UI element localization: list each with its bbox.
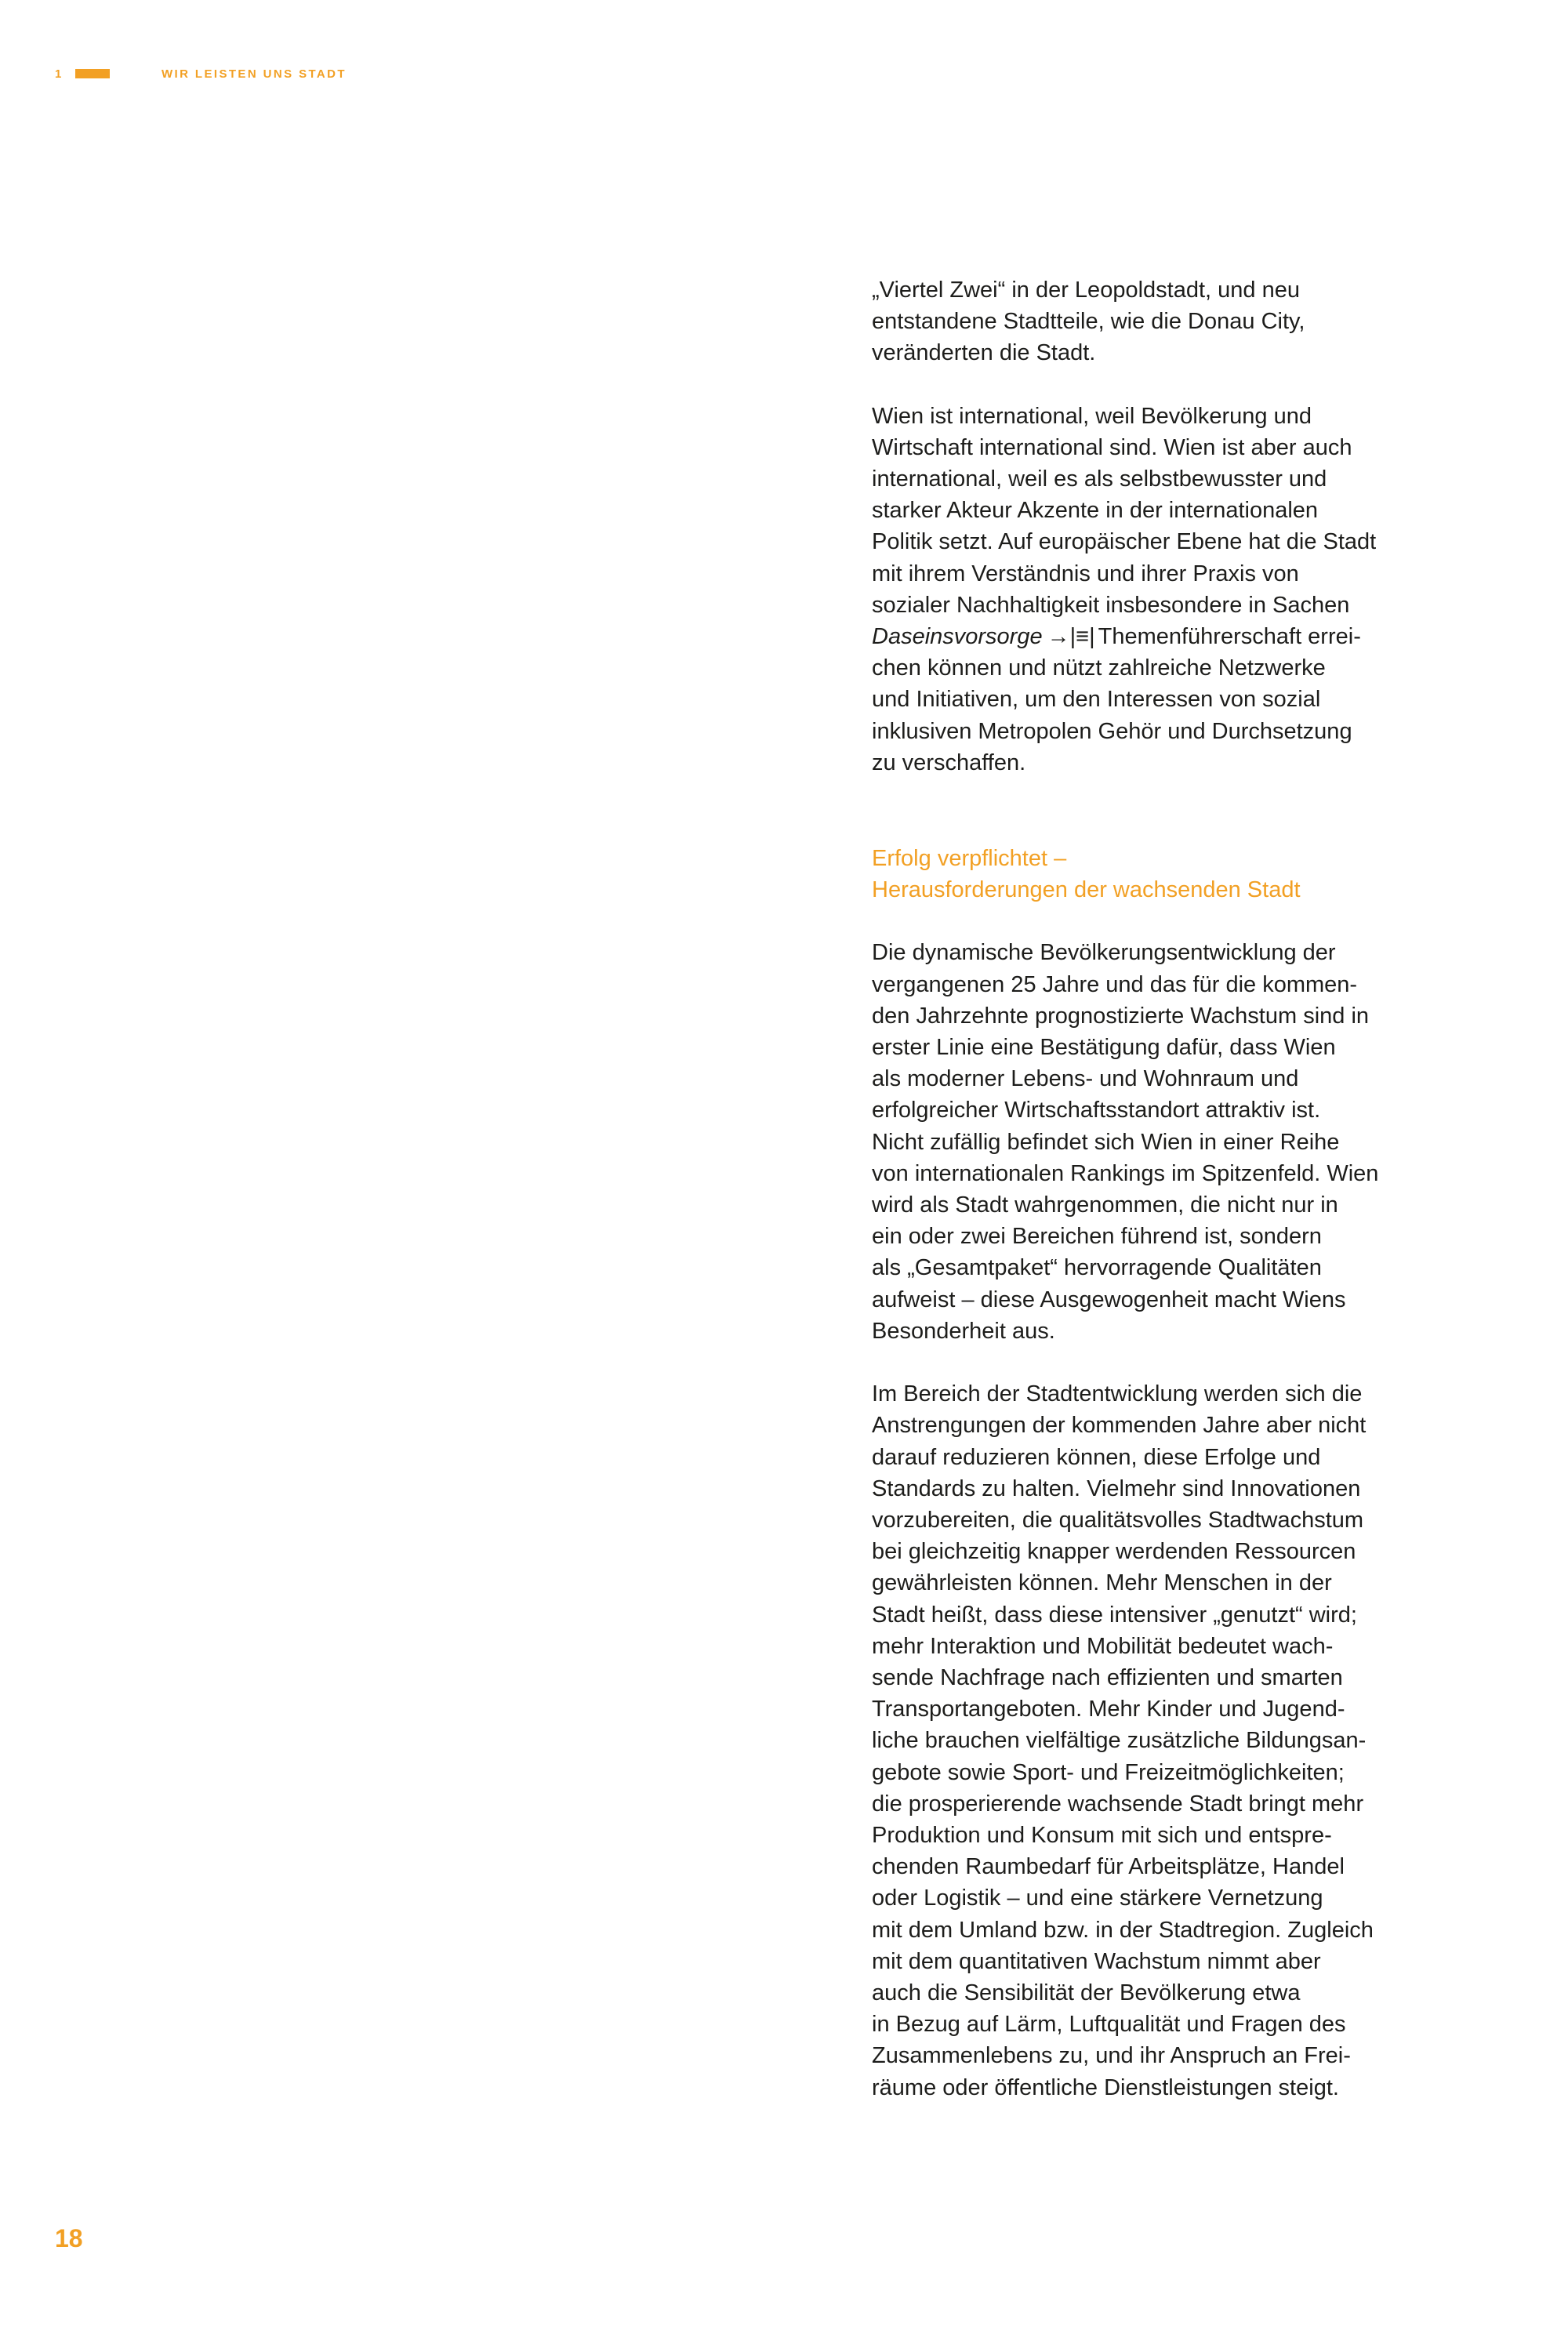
text-line: wird als Stadt wahrgenommen, die nicht nur in — [872, 1192, 1338, 1218]
text-line: aufweist – diese Ausgewogenheit macht Wiens — [872, 1287, 1346, 1312]
text-line: Stadt heißt, dass diese intensiver „genutzt“ wird; — [872, 1602, 1357, 1628]
glossary-reference-icon: →|≡| — [1047, 624, 1095, 650]
heading-line: Herausforderungen der wachsenden Stadt — [872, 877, 1301, 903]
text-line: entstandene Stadtteile, wie die Donau City, — [872, 309, 1305, 335]
text-line-with-term — [872, 621, 1436, 652]
text-line: liche brauchen vielfältige zusätzliche Bildungsan- — [872, 1728, 1367, 1754]
text-line: Zusammenlebens zu, und ihr Anspruch an Frei- — [872, 2043, 1351, 2069]
text-line: den Jahrzehnte prognostizierte Wachstum sind in — [872, 1003, 1370, 1029]
text-column — [872, 274, 1436, 2103]
paragraph-international — [872, 401, 1436, 779]
text-line: oder Logistik – und eine stärkere Vernetzung — [872, 1886, 1323, 1911]
section-spacer — [872, 779, 1436, 843]
text-line: Standards zu halten. Vielmehr sind Innovationen — [872, 1475, 1361, 1501]
paragraph-spacer — [872, 906, 1436, 937]
text-line: sozialer Nachhaltigkeit insbesondere in Sachen — [872, 592, 1350, 618]
section-heading — [872, 843, 1436, 906]
text-line: mit dem Umland bzw. in der Stadtregion. Zugleich — [872, 1917, 1374, 1943]
text-line: zu verschaffen. — [872, 750, 1026, 775]
paragraph-spacer — [872, 1347, 1436, 1378]
text-line: inklusiven Metropolen Gehör und Durchsetzung — [872, 718, 1352, 744]
text-line: darauf reduzieren können, diese Erfolge und — [872, 1444, 1321, 1470]
text-line: Politik setzt. Auf europäischer Ebene hat die Stadt — [872, 529, 1377, 555]
text-line: auch die Sensibilität der Bevölkerung etwa — [872, 1980, 1301, 2005]
text-line: Produktion und Konsum mit sich und entspre- — [872, 1822, 1332, 1848]
text-line: als „Gesamtpaket“ hervorragende Qualitäten — [872, 1255, 1322, 1281]
text-line: Anstrengungen der kommenden Jahre aber nicht — [872, 1413, 1367, 1439]
text-line: in Bezug auf Lärm, Luftqualität und Fragen des — [872, 2012, 1346, 2038]
text-line: mehr Interaktion und Mobilität bedeutet wach- — [872, 1633, 1334, 1659]
chapter-number: 1 — [55, 67, 63, 81]
text-line: sende Nachfrage nach effizienten und smarten — [872, 1664, 1343, 1690]
text-line: Nicht zufällig befindet sich Wien in einer Reihe — [872, 1129, 1340, 1155]
paragraph-urban-development — [872, 1378, 1436, 2103]
text-line: und Initiativen, um den Interessen von sozial — [872, 687, 1321, 713]
text-line: starker Akteur Akzente in der internationalen — [872, 498, 1319, 524]
text-line: veränderten die Stadt. — [872, 340, 1096, 366]
text-line: als moderner Lebens- und Wohnraum und — [872, 1066, 1299, 1092]
text-line: ein oder zwei Bereichen führend ist, sondern — [872, 1224, 1322, 1250]
text-line: „Viertel Zwei“ in der Leopoldstadt, und neu — [872, 278, 1300, 303]
text-line: international, weil es als selbstbewusster und — [872, 466, 1327, 492]
text-line: gebote sowie Sport- und Freizeitmöglichkeiten; — [872, 1759, 1345, 1785]
text-line: Besonderheit aus. — [872, 1318, 1055, 1344]
text-line: bei gleichzeitig knapper werdenden Ressourcen — [872, 1539, 1356, 1565]
paragraph-intro-continued — [872, 274, 1436, 369]
text-line: erfolgreicher Wirtschaftsstandort attraktiv ist. — [872, 1098, 1321, 1123]
text-line: von internationalen Rankings im Spitzenfeld. Wien — [872, 1160, 1379, 1186]
glossary-term-link[interactable]: Daseinsvorsorge — [872, 624, 1043, 650]
text-line: chenden Raumbedarf für Arbeitsplätze, Handel — [872, 1854, 1345, 1880]
text-fragment: Themenführerschaft errei- — [1098, 624, 1361, 650]
page-number: 18 — [55, 2224, 83, 2252]
text-line: Die dynamische Bevölkerungsentwicklung der — [872, 940, 1336, 966]
text-line: Transportangeboten. Mehr Kinder und Jugend- — [872, 1697, 1345, 1722]
running-header — [55, 64, 347, 83]
text-line: mit ihrem Verständnis und ihrer Praxis von — [872, 561, 1299, 586]
chapter-title: WIR LEISTEN UNS STADT — [162, 67, 347, 81]
text-line: gewährleisten können. Mehr Menschen in der — [872, 1570, 1332, 1596]
text-line: vorzubereiten, die qualitätsvolles Stadtwachstum — [872, 1507, 1364, 1533]
text-line: vergangenen 25 Jahre und das für die kommen- — [872, 971, 1358, 997]
text-line: Wien ist international, weil Bevölkerung und — [872, 403, 1312, 429]
text-line: chen können und nützt zahlreiche Netzwerke — [872, 655, 1326, 681]
heading-line: Erfolg verpflichtet – — [872, 846, 1067, 872]
text-line: mit dem quantitativen Wachstum nimmt aber — [872, 1948, 1321, 1974]
text-line: räume oder öffentliche Dienstleistungen steigt. — [872, 2074, 1339, 2100]
chapter-accent-bar — [75, 69, 110, 78]
text-line: die prosperierende wachsende Stadt bringt mehr — [872, 1791, 1364, 1817]
paragraph-spacer — [872, 369, 1436, 401]
paragraph-population — [872, 937, 1436, 1347]
text-line: Wirtschaft international sind. Wien ist aber auch — [872, 434, 1352, 460]
text-line: Im Bereich der Stadtentwicklung werden sich die — [872, 1381, 1363, 1407]
text-line: erster Linie eine Bestätigung dafür, dass Wien — [872, 1035, 1336, 1061]
